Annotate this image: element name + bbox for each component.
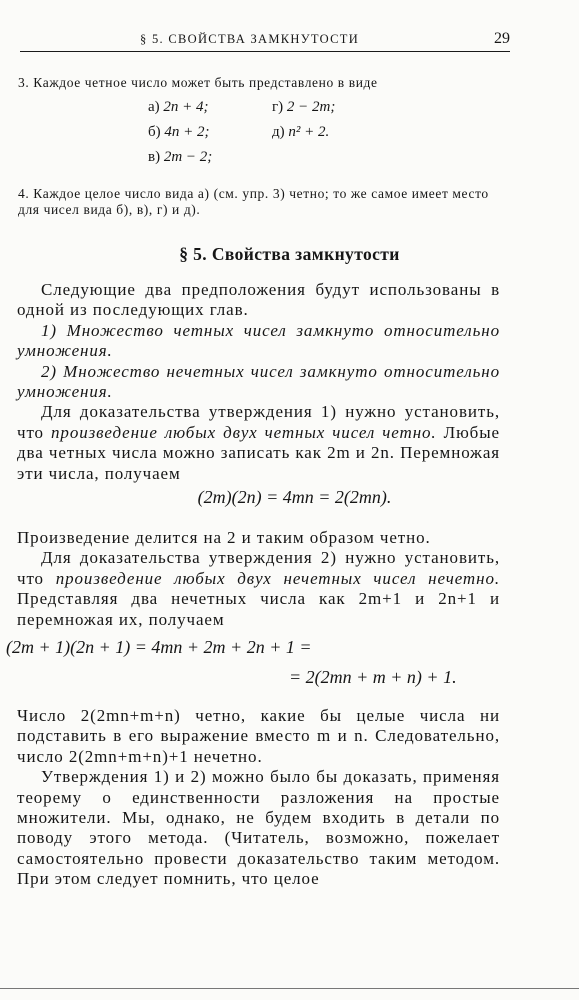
exercise-3 [18,75,503,91]
formula-1: (2m)(2n) = 4mn = 2(2mn). [197,487,392,507]
final-paragraph: Утверждения 1) и 2) можно было бы доказать, применяя теорему о единственности разложения на простые множители. Мы, однако, не будем входить в детали по поводу этого метода. (Читатель, возможно, пожелает самостоятельно провести доказательство таким методом. При этом следует помнить, что целое [17,767,500,889]
variant-b: б) 4n + 2; [148,124,210,140]
exercise-3-text: 3. Каждое четное число может быть представлено в виде [18,75,378,90]
proof-1-paragraph: Для доказательства утверждения 1) нужно установить, что произведение любых двух четных чисел четно. Любые два четных числа можно записать как 2m и 2n. Перемножая эти числа, получаем [17,402,500,483]
variant-d: д) n² + 2. [272,124,330,140]
section-heading: § 5. Свойства замкнутости [179,244,400,264]
section-body-part2 [17,528,500,630]
variant-v: в) 2m − 2; [148,149,213,165]
proof-2-conclusion: Число 2(2mn+m+n) четно, какие бы целые числа ни подставить в его выражение вместо m и n. Следовательно, число 2(2mn+m+n)+1 нечетно. [17,706,500,766]
exercise-4-text: 4. Каждое целое число вида а) (см. упр. 3) четно; то же самое имеет место для чисел вида б), в), г) и д). [18,186,489,217]
formula-2-line-2: = 2(2mn + m + n) + 1. [289,667,457,687]
intro-paragraph: Следующие два предположения будут использованы в одной из последующих глав. [17,280,500,320]
formula-2-line-1: (2m + 1)(2n + 1) = 4mn + 2m + 2n + 1 = [6,637,312,657]
exercise-4 [18,186,503,218]
variant-g: г) 2 − 2m; [272,99,336,115]
claim-1: 1) Множество четных чисел замкнуто относительно умножения. [17,320,500,361]
section-body-part1 [17,280,500,484]
claim-2: 2) Множество нечетных чисел замкнуто относительно умножения. [17,361,500,402]
proof-1-conclusion: Произведение делится на 2 и таким образом четно. [17,528,431,547]
running-title: § 5. СВОЙСТВА ЗАМКНУТОСТИ [140,32,360,46]
running-head [20,32,510,52]
section-body-part3 [17,706,500,890]
proof-2-paragraph: Для доказательства утверждения 2) нужно установить, что произведение любых двух нечетных чисел нечетно. Представляя два нечетных числа как 2m+1 и 2n+1 и перемножая их, получаем [17,548,500,629]
variant-a: а) 2n + 4; [148,99,209,115]
bottom-edge-line [0,988,579,989]
page-number: 29 [494,30,510,47]
